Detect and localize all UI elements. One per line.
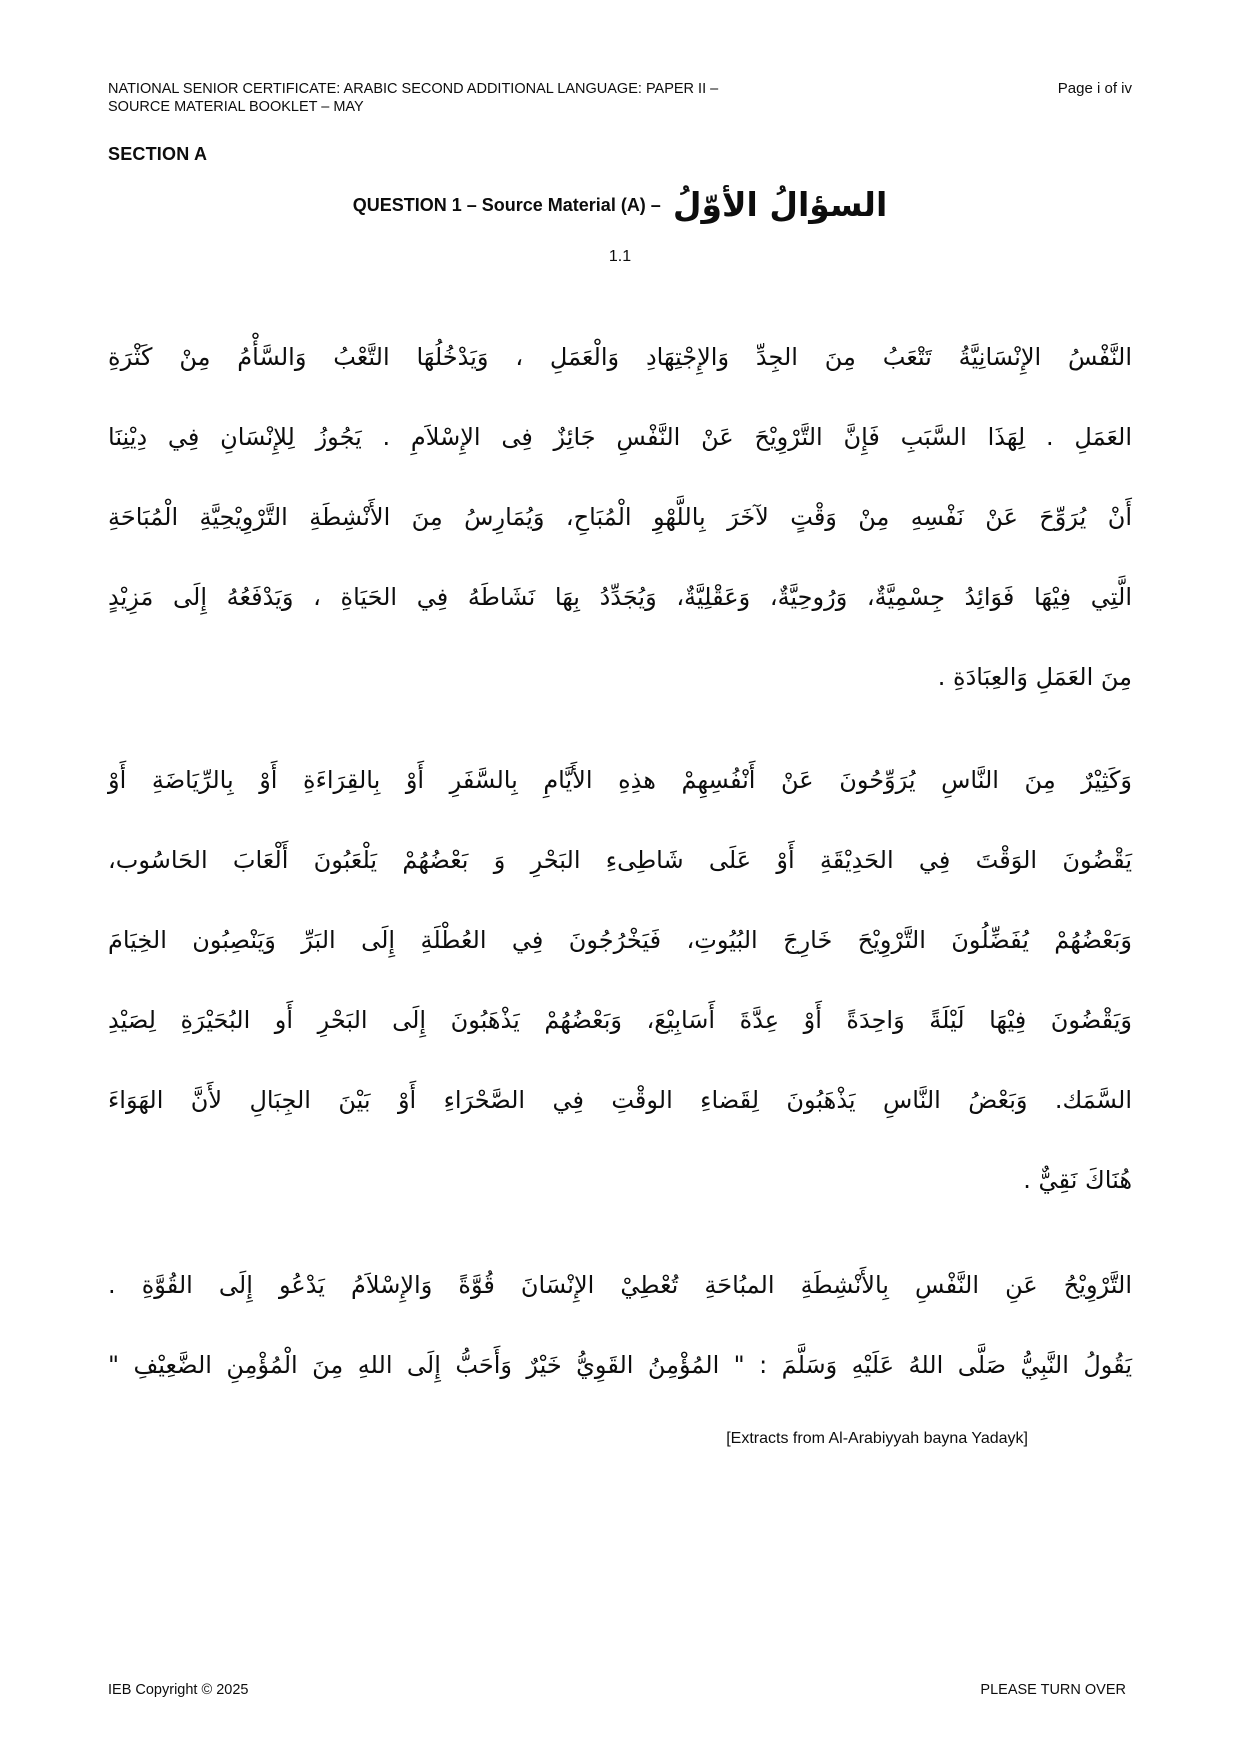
subquestion-number: 1.1: [608, 248, 632, 265]
arabic-text-line: يَقْضُونَ الوَقْتَ فِي الحَدِيْقَةِ أَوْ عَلَى شَاطِىءِ البَحْرِ وَ بَعْضُهُمْ يَلْعَبُونَ أَلْعَابَ الحَاسُوب،: [108, 846, 1132, 874]
arabic-text-line: يَقُولُ النَّبِيُّ صَلَّى اللهُ عَلَيْهِ وَسَلَّمَ : " المُؤْمِنُ القَوِيُّ خَيْرٌ وَأَحَبُّ إِلَى اللهِ مِنَ الْمُؤْمِنِ الضَّعِيْفِ ": [108, 1351, 1132, 1379]
arabic-text-line: التَّرْوِيْحُ عَنِ النَّفْسِ بِالأَنْشِطَةِ المبُاحَةِ تُعْطِيْ الإِنْسَانَ قُوَّةً وَالإِسْلاَمُ يَدْعُو إِلَى القُوَّةِ .: [108, 1271, 1132, 1299]
arabic-paragraph-1: [108, 317, 1132, 717]
footer-copyright: IEB Copyright © 2025: [108, 1682, 249, 1698]
arabic-text-line: وَيَقْضُونَ فِيْهَا لَيْلَةً وَاحِدَةً أَوْ عِدَّةَ أَسَابِيْعَ، وَبَعْضُهُمْ يَذْهَبُونَ إِلَى البَحْرِ أَو البُحَيْرَةِ لِصَيْدِ: [108, 1006, 1132, 1034]
arabic-text-line: العَمَلِ . لِهَذَا السَّبَبِ فَإِنَّ التَّرْوِيْحَ عَنْ النَّفْسِ جَائِزٌ فِى الإِسْلاَمِ . يَجُوزُ لِلإِنْسَانِ فِي دِيْنِنَا: [108, 423, 1132, 451]
question-title-english: QUESTION 1 – Source Material (A) –: [352, 194, 661, 215]
arabic-paragraph-2: [108, 740, 1132, 1220]
arabic-paragraph-3: [108, 1245, 1132, 1405]
arabic-text-line: وَكَثِيْرٌ مِنَ النَّاسِ يُرَوِّحُونَ عَنْ أَنْفُسِهِمْ هذِهِ الأَيَّامِ بِالسَّفَرِ أَوْ بِالقِرَاءَةِ أَوْ بِالرِّيَاضَةِ أَوْ: [108, 766, 1132, 794]
page-footer: [108, 1682, 1126, 1698]
arabic-text-line: وَبَعْضُهُمْ يُفَضِّلُونَ التَّرْوِيْحَ خَارِجَ البُيُوتِ، فَيَخْرُجُونَ فِي العُطْلَةِ إِلَى البَرِّ وَيَنْصِبُون الخِيَامَ: [108, 926, 1132, 954]
source-attribution: [Extracts from Al-Arabiyyah bayna Yadayk]: [726, 1430, 1028, 1447]
exam-title-line-1: NATIONAL SENIOR CERTIFICATE: ARABIC SECOND ADDITIONAL LANGUAGE: PAPER II –: [108, 81, 719, 97]
page-header: [108, 80, 1132, 116]
arabic-text-line: هُنَاكَ نَقِيٌّ .: [1023, 1166, 1132, 1194]
footer-turn-over: PLEASE TURN OVER: [980, 1682, 1126, 1698]
page-indicator: Page i of iv: [1057, 80, 1132, 97]
arabic-text-line: السَّمَك. وَبَعْضُ النَّاسِ يَذْهَبُونَ لِقَضاءِ الوقْتِ فِي الصَّحْرَاءِ أَوْ بَيْنَ الجِبَالِ لأَنَّ الهَوَاءَ: [108, 1086, 1132, 1114]
arabic-text-line: الَّتِي فِيْهَا فَوَائِدُ جِسْمِيَّةٌ، وَرُوحِيَّةٌ، وَعَقْلِيَّةٌ، وَيُجَدِّدُ بِهَا نَشَاطَهُ فِي الحَيَاةِ ، وَيَدْفَعُهُ إِلَى مَزِيْدٍ: [108, 583, 1132, 611]
arabic-text-line: أَنْ يُرَوِّحَ عَنْ نَفْسِهِ مِنْ وَقْتٍ لآخَرَ بِاللَّهْوِ الْمُبَاحِ، وَيُمَارِسُ مِنَ الأَنْشِطَةِ التَّرْوِيْحِيَّةِ الْمُبَاحَةِ: [108, 503, 1132, 531]
section-heading: SECTION A: [108, 144, 208, 164]
question-title-arabic: السؤالُ الأوّلُ: [672, 185, 888, 224]
question-title: [108, 181, 1132, 229]
arabic-text-line: مِنَ العَمَلِ وَالعِبَادَةِ .: [937, 663, 1132, 691]
arabic-text-line: النَّفْسُ الإِنْسَانِيَّةُ تَتْعَبُ مِنَ الجِدِّ وَالإِجْتِهَادِ وَالْعَمَلِ ، وَيَدْخُلُهَا التَّعْبُ وَالسَّأْمُ مِنْ كَثْرَةِ: [108, 343, 1132, 371]
exam-title-line-2: SOURCE MATERIAL BOOKLET – MAY: [108, 99, 364, 115]
exam-title: [108, 80, 718, 116]
